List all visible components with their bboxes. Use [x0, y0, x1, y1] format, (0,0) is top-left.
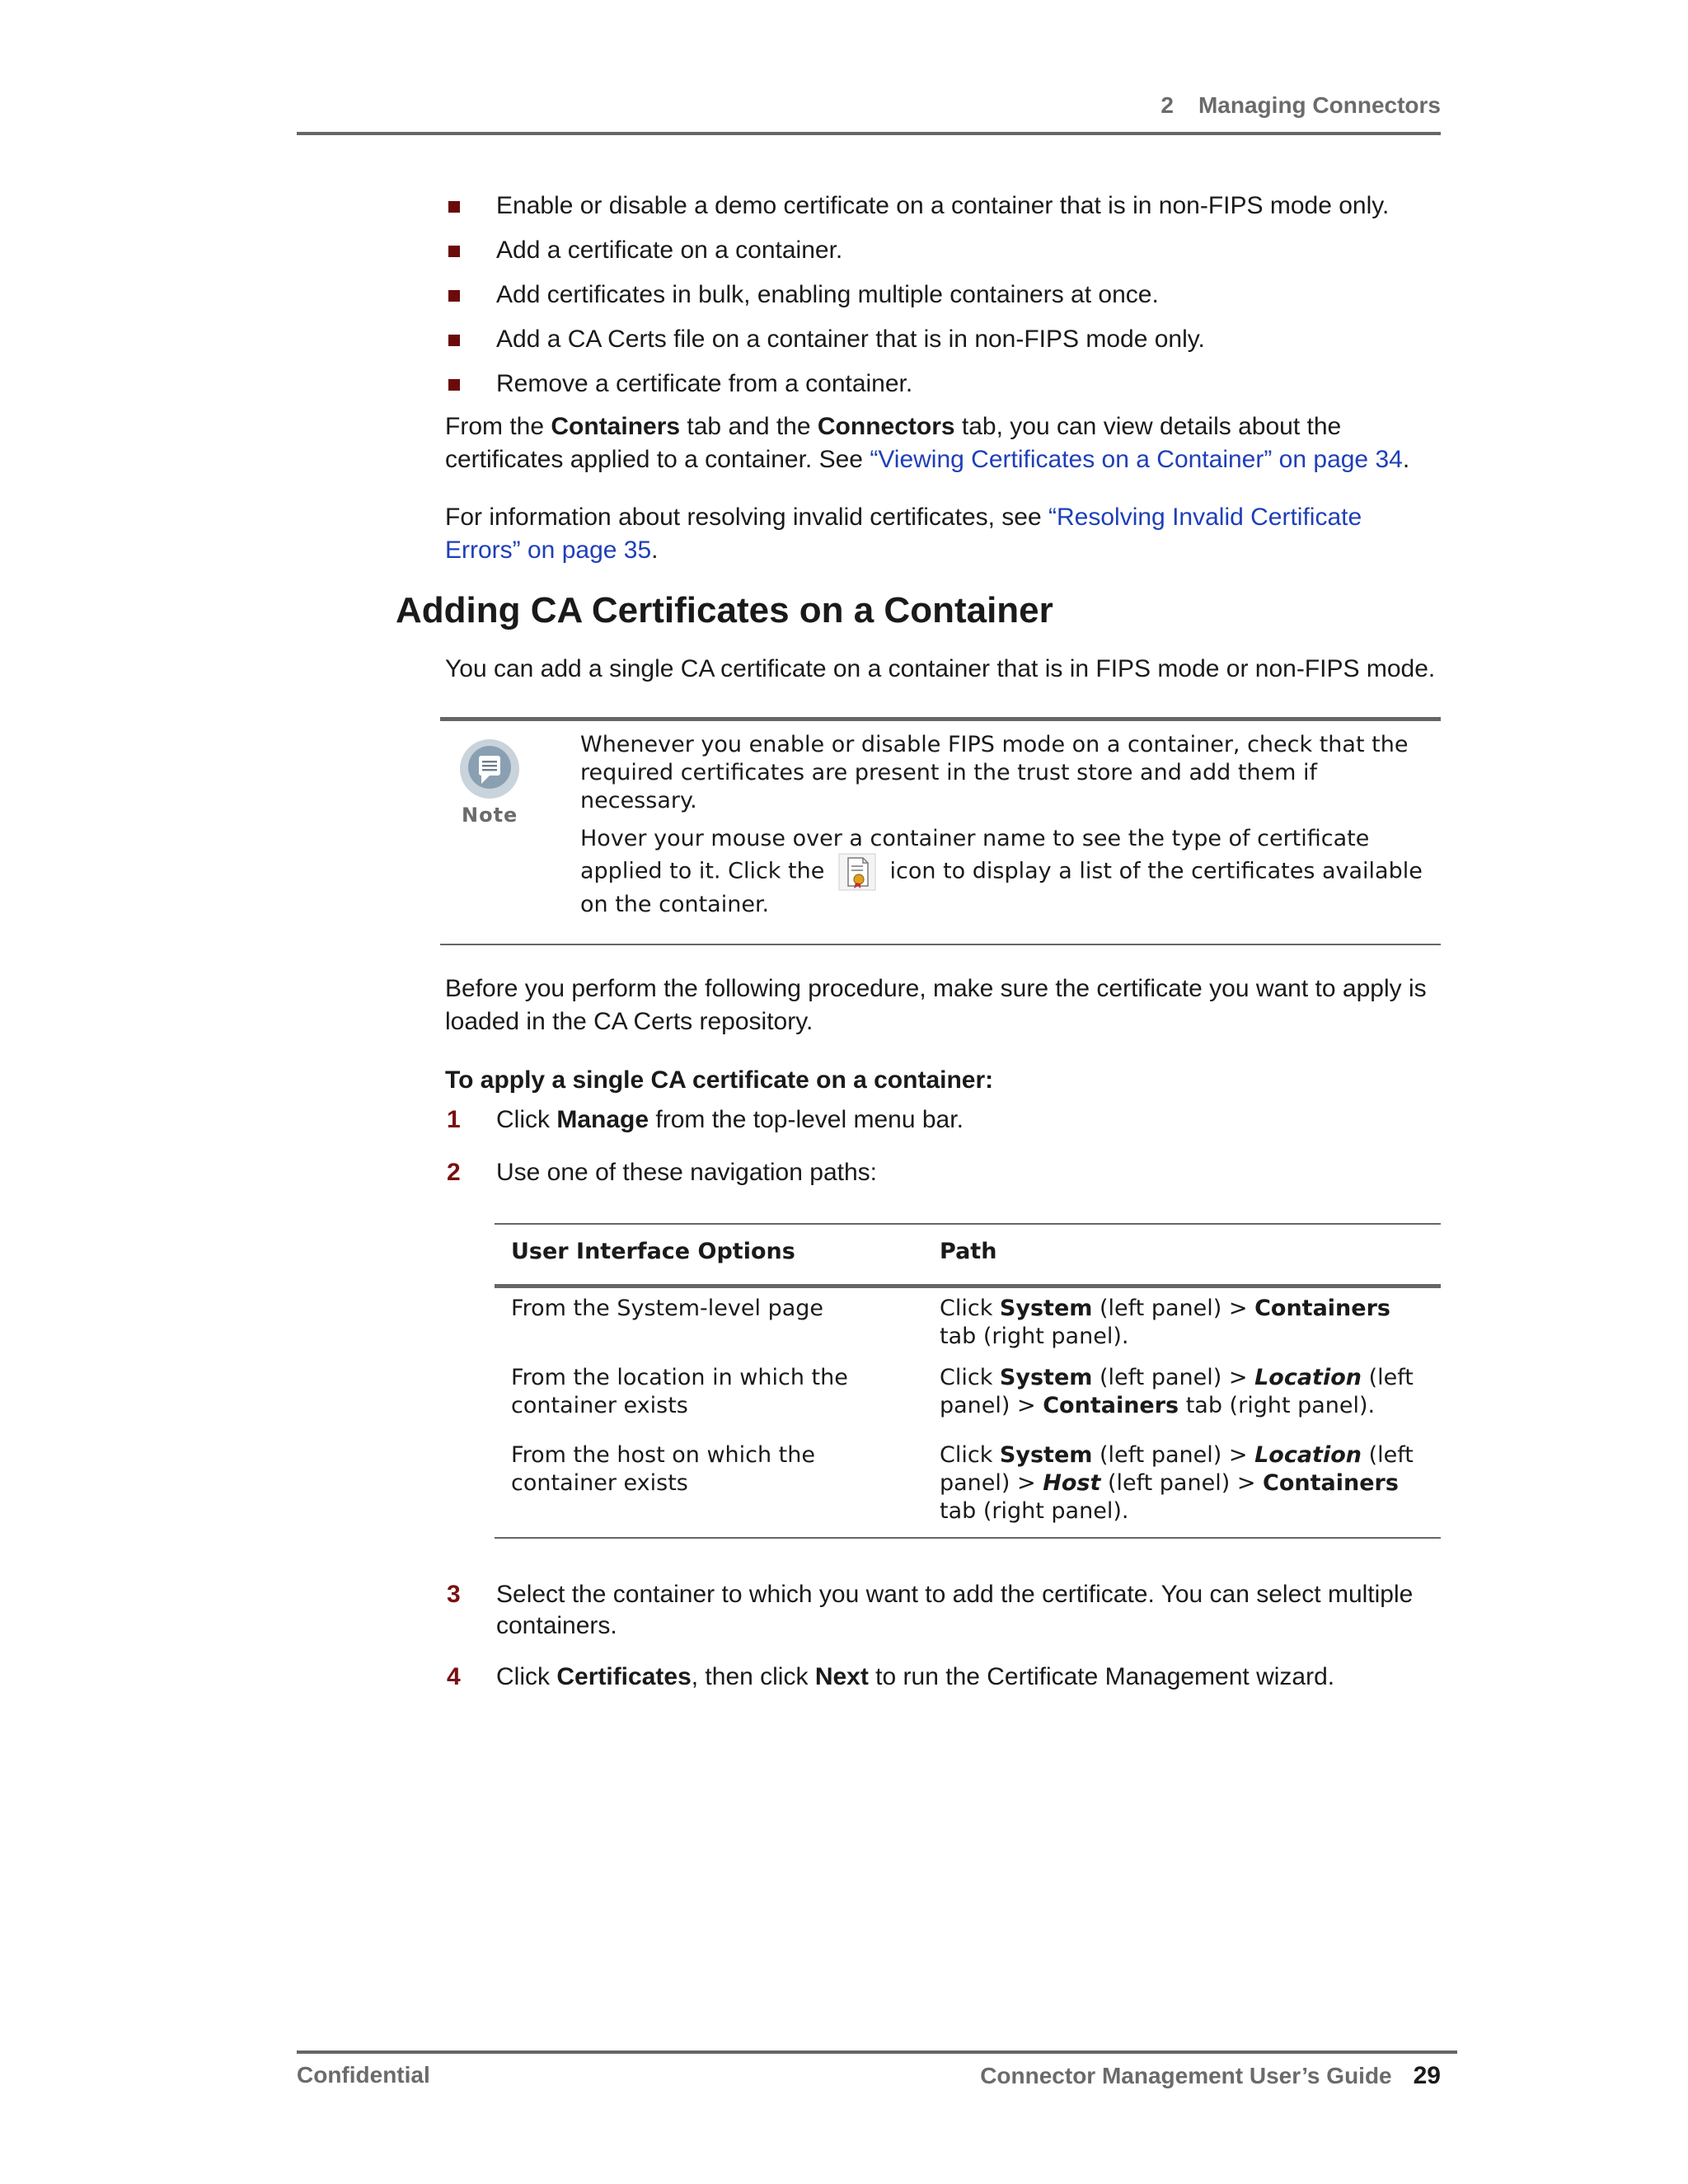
note-icon	[457, 738, 523, 804]
paragraph-invalid-certificates: For information about resolving invalid certificates, see “Resolving Invalid Certificate Errors” on page 35.	[445, 504, 1362, 564]
list-item: Enable or disable a demo certificate on a container that is in non-FIPS mode only.	[445, 190, 1442, 234]
note-paragraph: Hover your mouse over a container name to see the type of certificate applied to it. Click the icon to display a list of the certificates available on the container.	[580, 826, 1423, 917]
step-item: 3 Select the container to which you want to add the certificate. You can select multiple containers.	[447, 1581, 1414, 1639]
note-label: Note	[462, 804, 518, 827]
step-item: 1 Click Manage from the top-level menu bar.	[445, 1104, 1442, 1137]
link-viewing-certificates[interactable]: “Viewing Certificates on a Container” on page 34	[870, 446, 1403, 473]
navigation-paths-table	[495, 1223, 1441, 1539]
list-item: Remove a certificate from a container.	[445, 368, 1442, 412]
page-number: 29	[1413, 2062, 1441, 2089]
chapter-title: Managing Connectors	[1198, 92, 1441, 118]
table-cell-path: Click System (left panel) > Location (left panel) > Containers tab (right panel).	[940, 1365, 1414, 1418]
procedure-heading: To apply a single CA certificate on a container:	[445, 1066, 994, 1094]
bullet-square-icon	[448, 246, 460, 257]
note-body	[580, 731, 1429, 929]
bullet-list	[445, 190, 1442, 412]
step-item: 4 Click Certificates, then click Next to run the Certificate Management wizard.	[445, 1661, 1442, 1694]
step-number: 2	[447, 1159, 461, 1186]
bullet-square-icon	[448, 201, 460, 213]
table-row	[495, 1295, 1441, 1361]
table-row	[495, 1441, 1441, 1537]
list-item: Add a certificate on a container.	[445, 234, 1442, 279]
table-cell-path: Click System (left panel) > Location (left panel) > Host (left panel) > Containers tab (right panel).	[940, 1442, 1414, 1524]
page-footer	[297, 2050, 1457, 2089]
paragraph-containers-connectors: From the Containers tab and the Connectors tab, you can view details about the certificates applied to a container. See “Viewing Certificates on a Container” on page 34.	[445, 413, 1410, 473]
table-cell-option: From the host on which the container exists	[511, 1442, 815, 1496]
column-header-path: Path	[940, 1239, 997, 1264]
table-header-row	[495, 1225, 1441, 1288]
footer-confidential: Confidential	[297, 2062, 430, 2088]
footer-guide-title: Connector Management User’s Guide	[980, 2063, 1392, 2088]
table-row	[495, 1364, 1441, 1441]
bullet-square-icon	[448, 290, 460, 302]
note-paragraph: Whenever you enable or disable FIPS mode on a container, check that the required certificates are present in the trust store and add them if necessary.	[580, 732, 1409, 813]
table-cell-path: Click System (left panel) > Containers tab (right panel).	[940, 1296, 1390, 1349]
certificate-icon	[838, 853, 876, 891]
paragraph-before-procedure: Before you perform the following procedure, make sure the certificate you want to apply is loaded in the CA Certs repository.	[445, 975, 1427, 1035]
link-resolving-invalid-certificate-errors[interactable]: “Resolving Invalid Certificate Errors” on page 35	[445, 504, 1362, 564]
list-item: Add a CA Certs file on a container that is in non-FIPS mode only.	[445, 323, 1442, 368]
running-header	[1160, 92, 1441, 119]
table-cell-option: From the location in which the container exists	[511, 1365, 848, 1418]
section-title: Adding CA Certificates on a Container	[396, 590, 1053, 630]
section-intro: You can add a single CA certificate on a container that is in FIPS mode or non-FIPS mode.	[445, 655, 1436, 682]
step-number: 4	[447, 1663, 461, 1690]
page-header	[297, 92, 1441, 135]
chapter-number: 2	[1160, 92, 1174, 118]
footer-guide	[980, 2062, 1441, 2090]
step-item: 2 Use one of these navigation paths:	[445, 1157, 1442, 1190]
bullet-square-icon	[448, 335, 460, 346]
column-header-options: User Interface Options	[511, 1239, 795, 1264]
step-number: 3	[447, 1581, 461, 1608]
step-number: 1	[447, 1106, 461, 1133]
note-box	[440, 717, 1441, 945]
table-cell-option: From the System-level page	[511, 1296, 824, 1321]
bullet-square-icon	[448, 379, 460, 391]
list-item: Add certificates in bulk, enabling multiple containers at once.	[445, 279, 1442, 323]
